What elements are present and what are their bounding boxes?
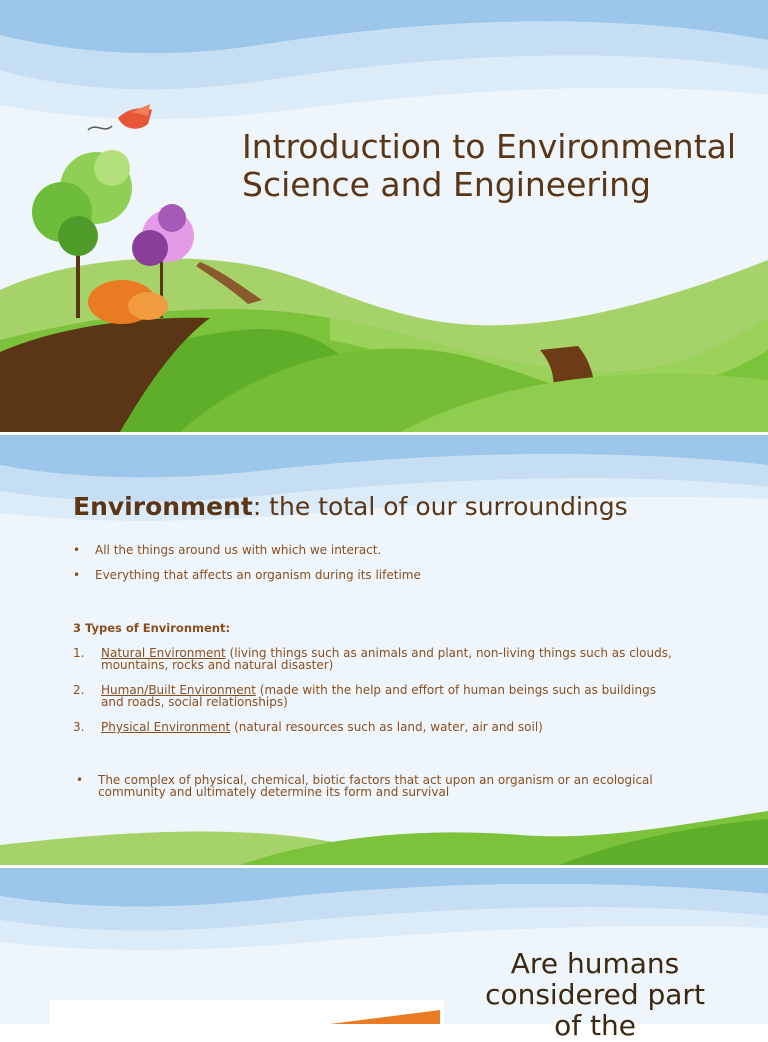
bullet-dot-icon: • [73, 543, 81, 557]
bullet-dot-icon: • [73, 568, 81, 582]
slide3-title-line: considered part [485, 978, 705, 1011]
type-number: 1. [73, 646, 85, 660]
type-name-link[interactable]: Physical Environment [101, 720, 231, 734]
type-number: 3. [73, 720, 85, 734]
heading-keyword: Environment [73, 492, 253, 521]
type-desc: (natural resources such as land, water, air and soil) [230, 720, 543, 734]
type-desc-cont: and roads, social relationships) [101, 695, 288, 709]
closing-text-cont: community and ultimately determine its form and survival [98, 785, 450, 799]
slide3-title-line: of the [554, 1009, 636, 1042]
tree-canopy-highlight [94, 150, 130, 186]
types-label: 3 Types of Environment: [73, 621, 231, 635]
flower-tree-shadow [132, 230, 168, 266]
bullet-dot-icon: • [76, 773, 84, 787]
slide-heading [73, 490, 628, 524]
type-name-link[interactable]: Human/Built Environment [101, 683, 256, 697]
bird-trail [88, 126, 112, 130]
slide-environment [0, 435, 768, 865]
slide-title-text: Introduction to Environmental Science and Engineering [242, 127, 737, 204]
type-desc: (made with the help and effort of human beings such as buildings [255, 683, 656, 697]
slide3-title-line: Are humans [510, 947, 680, 980]
heading-definition: : the total of our surroundings [252, 492, 628, 521]
bullet-item [73, 543, 381, 557]
type-desc-cont: mountains, rocks and natural disaster) [101, 658, 334, 672]
type-number: 2. [73, 683, 85, 697]
slide3-title [470, 948, 720, 1041]
landscape-illustration [0, 0, 768, 432]
flower-tree-top [158, 204, 186, 232]
type-name-link[interactable]: Natural Environment [101, 646, 226, 660]
orange-bush-small [128, 292, 168, 320]
slide-title [0, 0, 768, 432]
bullet-item [73, 568, 421, 582]
bullet-text: Everything that affects an organism during its lifetime [95, 568, 421, 582]
bullet-text: All the things around us with which we interact. [95, 543, 382, 557]
tree-canopy-shadow [58, 216, 98, 256]
type-desc: (living things such as animals and plant, non-living things such as clouds, [225, 646, 672, 660]
closing-text: The complex of physical, chemical, biotic factors that act upon an organism or an ecological [98, 773, 653, 787]
